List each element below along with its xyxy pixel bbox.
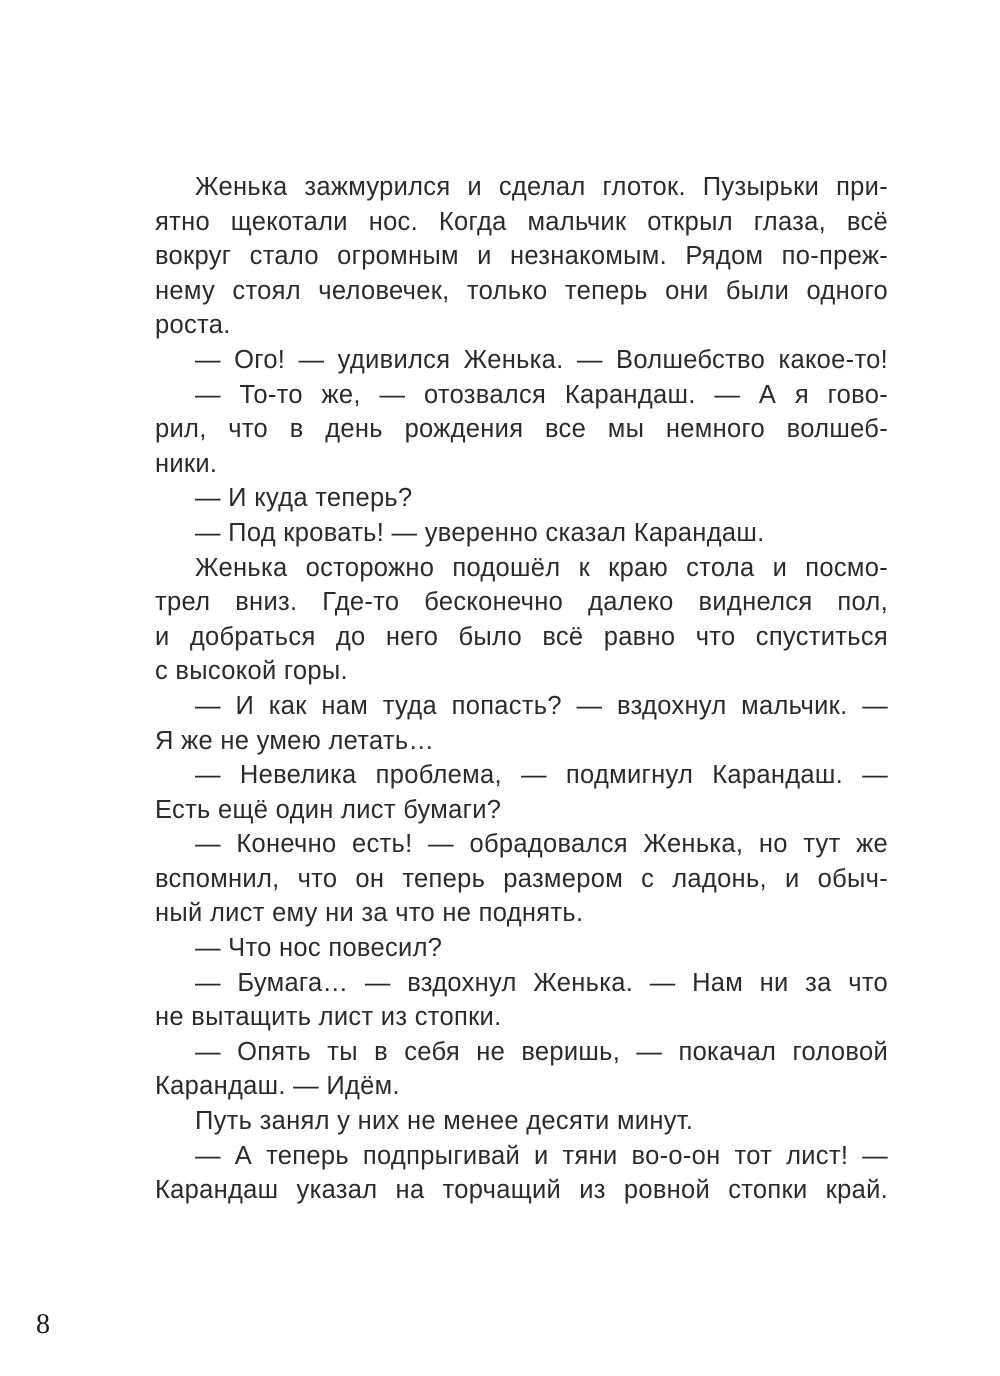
text-line: Карандаш. — Идём. (155, 1072, 400, 1101)
page-number: 8 (36, 1309, 50, 1340)
text-line: — И куда теперь? (195, 484, 413, 513)
text-line: Женька зажмурился и сделал глоток. Пузырьки при- (195, 173, 888, 201)
text-line: ятно щекотали нос. Когда мальчик открыл глаза, всё (155, 207, 888, 236)
text-line: — Что нос повесил? (195, 934, 443, 963)
text-line: Путь занял у них не менее десяти минут. (195, 1107, 694, 1136)
text-line: не вытащить лист из стопки. (155, 1003, 502, 1032)
text-line: — Невелика проблема, — подмигнул Карандаш. — (195, 761, 888, 790)
text-line: — То-то же, — отозвался Карандаш. — А я гово- (195, 380, 888, 409)
body-text (155, 170, 888, 1208)
text-line: ники. (155, 449, 218, 478)
text-line: — Конечно есть! — обрадовался Женька, но тут же (195, 830, 888, 859)
text-line: с высокой горы. (155, 657, 348, 686)
text-line: вспомнил, что он теперь размером с ладонь, и обыч- (155, 864, 888, 893)
text-line: роста. (155, 311, 231, 340)
text-line: и добраться до него было всё равно что спуститься (155, 622, 888, 651)
text-line: Женька осторожно подошёл к краю стола и посмо- (195, 553, 888, 582)
text-line: рил, что в день рождения все мы немного волшеб- (155, 415, 888, 444)
text-line: нему стоял человечек, только теперь они были одного (155, 276, 888, 305)
text-line: вокруг стало огромным и незнакомым. Рядом по-преж- (155, 242, 888, 271)
text-line: — Ого! — удивился Женька. — Волшебство какое-то! (195, 345, 888, 374)
text-line: Карандаш указал на торчащий из ровной стопки край. (155, 1176, 888, 1205)
text-line: ный лист ему ни за что не поднять. (155, 899, 584, 928)
text-line: Я же не умею летать… (155, 726, 435, 755)
text-line: — Опять ты в себя не веришь, — покачал головой (195, 1037, 888, 1066)
text-line: трел вниз. Где-то бесконечно далеко виднелся пол, (155, 588, 888, 617)
text-line: — Бумага… — вздохнул Женька. — Нам ни за что (195, 968, 888, 997)
text-line: — И как нам туда попасть? — вздохнул мальчик. — (195, 691, 888, 720)
text-line: Есть ещё один лист бумаги? (155, 795, 502, 824)
text-line: — А теперь подпрыгивай и тяни во-о-он тот лист! — (195, 1141, 888, 1170)
text-line: — Под кровать! — уверенно сказал Карандаш. (195, 518, 765, 547)
